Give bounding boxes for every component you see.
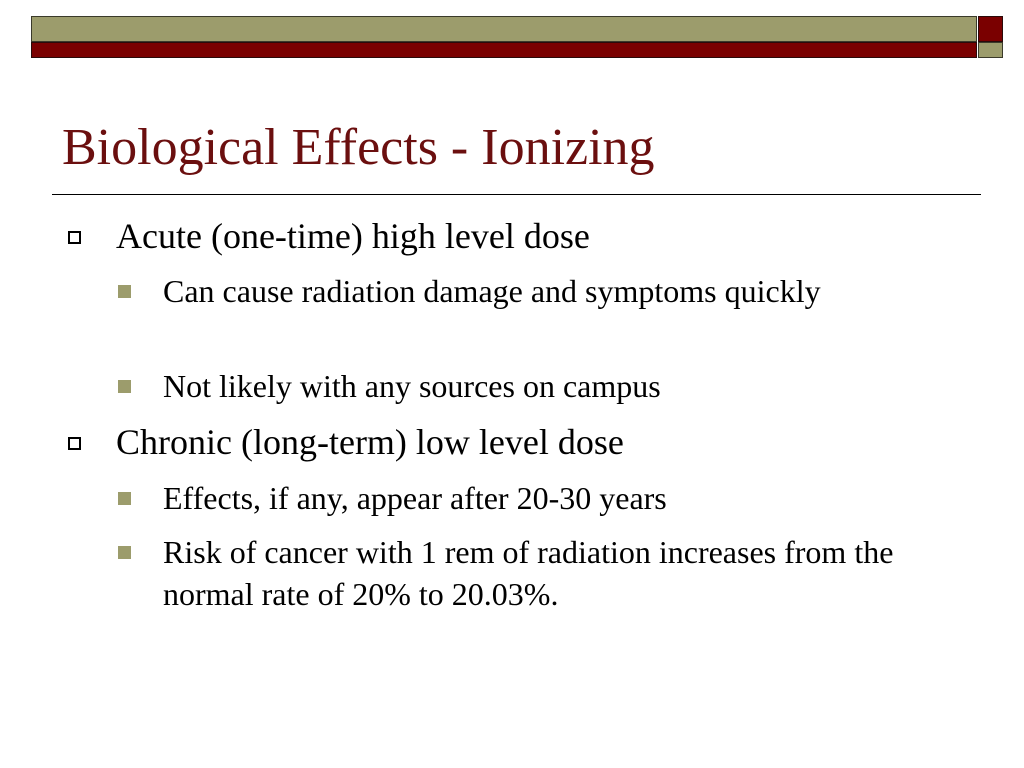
hollow-square-icon <box>68 231 81 244</box>
header-band-olive <box>31 16 977 42</box>
filled-square-icon <box>118 380 131 393</box>
hollow-square-icon <box>68 437 81 450</box>
header-square-olive <box>978 42 1003 58</box>
slide-title: Biological Effects - Ionizing <box>62 119 655 176</box>
filled-square-icon <box>118 492 131 505</box>
title-underline <box>52 194 981 195</box>
sub-bullet-item: Effects, if any, appear after 20-30 years <box>163 480 667 516</box>
bullet-item: Chronic (long-term) low level dose <box>116 422 624 462</box>
sub-bullet-item: Risk of cancer with 1 rem of radiation increases from the normal rate of 20% to 20.03%. <box>163 534 894 612</box>
sub-bullet-item: Not likely with any sources on campus <box>163 368 661 404</box>
filled-square-icon <box>118 546 131 559</box>
header-square-maroon <box>978 16 1003 42</box>
header-band-maroon <box>31 42 977 58</box>
bullet-item: Acute (one-time) high level dose <box>116 216 590 256</box>
sub-bullet-item: Can cause radiation damage and symptoms quickly <box>163 273 821 309</box>
filled-square-icon <box>118 285 131 298</box>
